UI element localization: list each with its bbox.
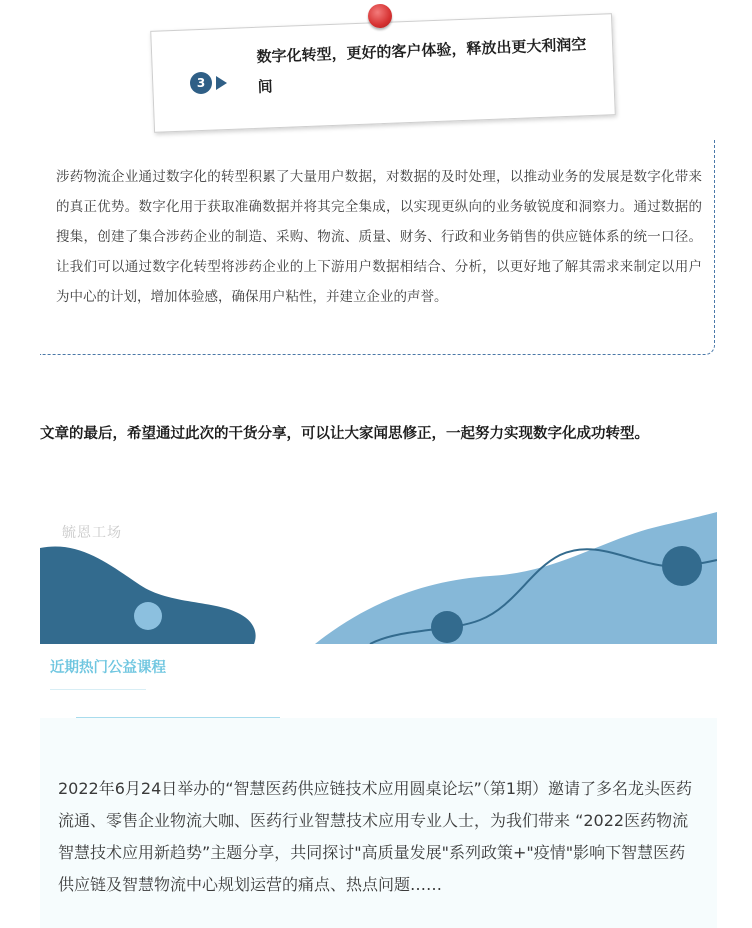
- watermark-logo: 毓恩工场: [62, 525, 122, 541]
- section-underline: [50, 689, 146, 690]
- pushpin-icon: [368, 4, 392, 28]
- dark-dot-icon: [662, 546, 702, 586]
- section-title: 近期热门公益课程: [50, 660, 166, 676]
- note-title: 数字化转型，更好的客户体验，释放出更大利润空间: [256, 35, 587, 96]
- decorative-wave-banner: [40, 510, 717, 644]
- step-number-badge: 3: [190, 72, 212, 94]
- light-wave-shape: [315, 512, 717, 644]
- play-arrow-icon: [216, 76, 227, 90]
- dark-dot-icon: [431, 611, 463, 643]
- body-paragraph: 涉药物流企业通过数字化的转型积累了大量用户数据，对数据的及时处理，以推动业务的发展是数字化带来的真正优势。数字化用于获取准确数据并将其完全集成，以实现更纵向的业务敏锐度和洞察力。通过数据的搜集，创建了集合涉药企业的制造、采购、物流、质量、财务、行政和业务销售的供应链体系的统一口径。让我们可以通过数字化转型将涉药企业的上下游用户数据相结合、分析，以更好地了解其需求来制定以用户为中心的计划，增加体验感，确保用户粘性，并建立企业的声誉。: [56, 169, 702, 305]
- course-card-divider: [76, 717, 280, 718]
- course-description: 2022年6月24日举办的“智慧医药供应链技术应用圆桌论坛”（第1期）邀请了多名龙头医药流通、零售企业物流大咖、医药行业智慧技术应用专业人士，为我们带来 “2022医药物流智慧技术应用新趋势”主题分享，共同探讨"高质量发展"系列政策+"疫情"影响下智慧医药供应链及智慧物流中心规划运营的痛点、热点问题……: [58, 779, 693, 894]
- light-dot-icon: [134, 602, 162, 630]
- closing-statement: 文章的最后，希望通过此次的干货分享，可以让大家闻思修正，一起努力实现数字化成功转型。: [40, 426, 649, 442]
